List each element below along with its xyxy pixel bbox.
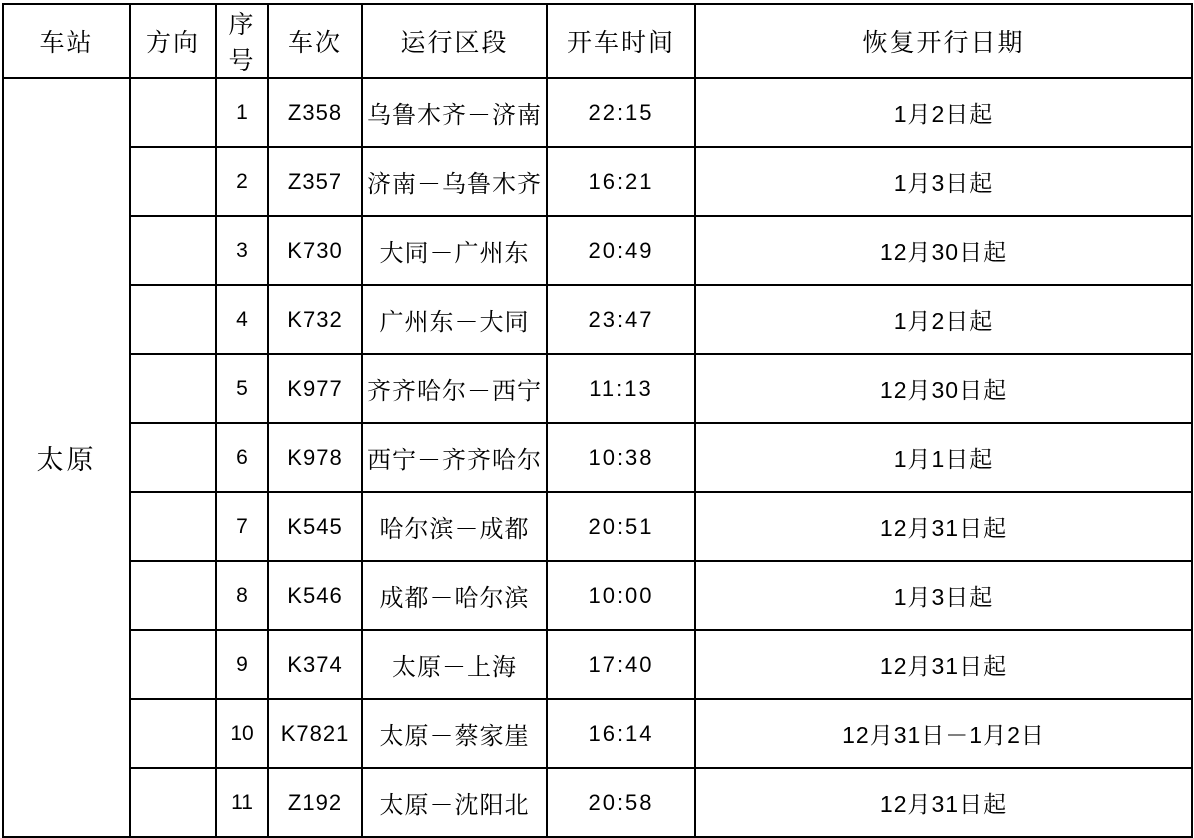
train-number-cell: K546 — [268, 561, 362, 630]
direction-cell — [130, 630, 216, 699]
segment-cell: 齐齐哈尔－西宁 — [362, 354, 547, 423]
table-row — [3, 561, 1192, 630]
resume-date-cell: 12月30日起 — [695, 354, 1192, 423]
segment-cell: 哈尔滨－成都 — [362, 492, 547, 561]
index-cell: 1 — [216, 78, 268, 147]
segment-cell: 大同－广州东 — [362, 216, 547, 285]
index-cell: 11 — [216, 768, 268, 837]
table-row — [3, 285, 1192, 354]
departure-time-cell: 20:51 — [547, 492, 695, 561]
index-cell: 7 — [216, 492, 268, 561]
resume-date-cell: 1月2日起 — [695, 285, 1192, 354]
train-number-cell: K732 — [268, 285, 362, 354]
table-row — [3, 147, 1192, 216]
segment-cell: 成都－哈尔滨 — [362, 561, 547, 630]
segment-cell: 太原－蔡家崖 — [362, 699, 547, 768]
departure-time-cell: 20:49 — [547, 216, 695, 285]
index-cell: 9 — [216, 630, 268, 699]
column-header-direction: 方向 — [130, 4, 216, 78]
direction-cell — [130, 561, 216, 630]
departure-time-cell: 16:21 — [547, 147, 695, 216]
resume-date-cell: 1月2日起 — [695, 78, 1192, 147]
table-row — [3, 423, 1192, 492]
departure-time-cell: 10:00 — [547, 561, 695, 630]
index-cell: 4 — [216, 285, 268, 354]
segment-cell: 太原－上海 — [362, 630, 547, 699]
train-number-cell: K374 — [268, 630, 362, 699]
schedule-sheet — [0, 3, 1194, 821]
table-row — [3, 699, 1192, 768]
direction-cell — [130, 285, 216, 354]
resume-date-cell: 12月31日起 — [695, 630, 1192, 699]
column-header-train-no: 车次 — [268, 4, 362, 78]
resume-date-cell: 12月30日起 — [695, 216, 1192, 285]
train-number-cell: Z357 — [268, 147, 362, 216]
train-number-cell: Z192 — [268, 768, 362, 837]
direction-cell — [130, 78, 216, 147]
index-cell: 8 — [216, 561, 268, 630]
column-header-resume-date: 恢复开行日期 — [695, 4, 1192, 78]
direction-cell — [130, 423, 216, 492]
direction-cell — [130, 492, 216, 561]
resume-date-cell: 12月31日起 — [695, 768, 1192, 837]
table-row — [3, 78, 1192, 147]
column-header-station: 车站 — [3, 4, 130, 78]
resume-date-cell: 12月31日起 — [695, 492, 1192, 561]
table-row — [3, 216, 1192, 285]
train-number-cell: K977 — [268, 354, 362, 423]
index-cell: 10 — [216, 699, 268, 768]
column-header-segment: 运行区段 — [362, 4, 547, 78]
train-number-cell: Z358 — [268, 78, 362, 147]
header-row — [3, 4, 1192, 78]
column-header-index: 序号 — [216, 4, 268, 78]
departure-time-cell: 10:38 — [547, 423, 695, 492]
station-name-cell: 太原 — [3, 78, 130, 837]
table-row — [3, 492, 1192, 561]
table-row — [3, 768, 1192, 837]
index-cell: 3 — [216, 216, 268, 285]
column-header-departure-time: 开车时间 — [547, 4, 695, 78]
index-cell: 5 — [216, 354, 268, 423]
train-schedule-table — [2, 3, 1193, 838]
table-header — [3, 4, 1192, 78]
train-number-cell: K978 — [268, 423, 362, 492]
direction-cell — [130, 354, 216, 423]
segment-cell: 广州东－大同 — [362, 285, 547, 354]
departure-time-cell: 16:14 — [547, 699, 695, 768]
departure-time-cell: 23:47 — [547, 285, 695, 354]
train-number-cell: K545 — [268, 492, 362, 561]
departure-time-cell: 20:58 — [547, 768, 695, 837]
segment-cell: 太原－沈阳北 — [362, 768, 547, 837]
segment-cell: 济南－乌鲁木齐 — [362, 147, 547, 216]
resume-date-cell: 1月1日起 — [695, 423, 1192, 492]
direction-cell — [130, 699, 216, 768]
direction-cell — [130, 768, 216, 837]
departure-time-cell: 17:40 — [547, 630, 695, 699]
train-number-cell: K7821 — [268, 699, 362, 768]
table-row — [3, 354, 1192, 423]
segment-cell: 乌鲁木齐－济南 — [362, 78, 547, 147]
resume-date-cell: 1月3日起 — [695, 147, 1192, 216]
departure-time-cell: 22:15 — [547, 78, 695, 147]
resume-date-cell: 12月31日－1月2日 — [695, 699, 1192, 768]
direction-cell — [130, 216, 216, 285]
table-row — [3, 630, 1192, 699]
direction-cell — [130, 147, 216, 216]
resume-date-cell: 1月3日起 — [695, 561, 1192, 630]
table-body — [3, 78, 1192, 837]
train-number-cell: K730 — [268, 216, 362, 285]
index-cell: 6 — [216, 423, 268, 492]
index-cell: 2 — [216, 147, 268, 216]
segment-cell: 西宁－齐齐哈尔 — [362, 423, 547, 492]
departure-time-cell: 11:13 — [547, 354, 695, 423]
